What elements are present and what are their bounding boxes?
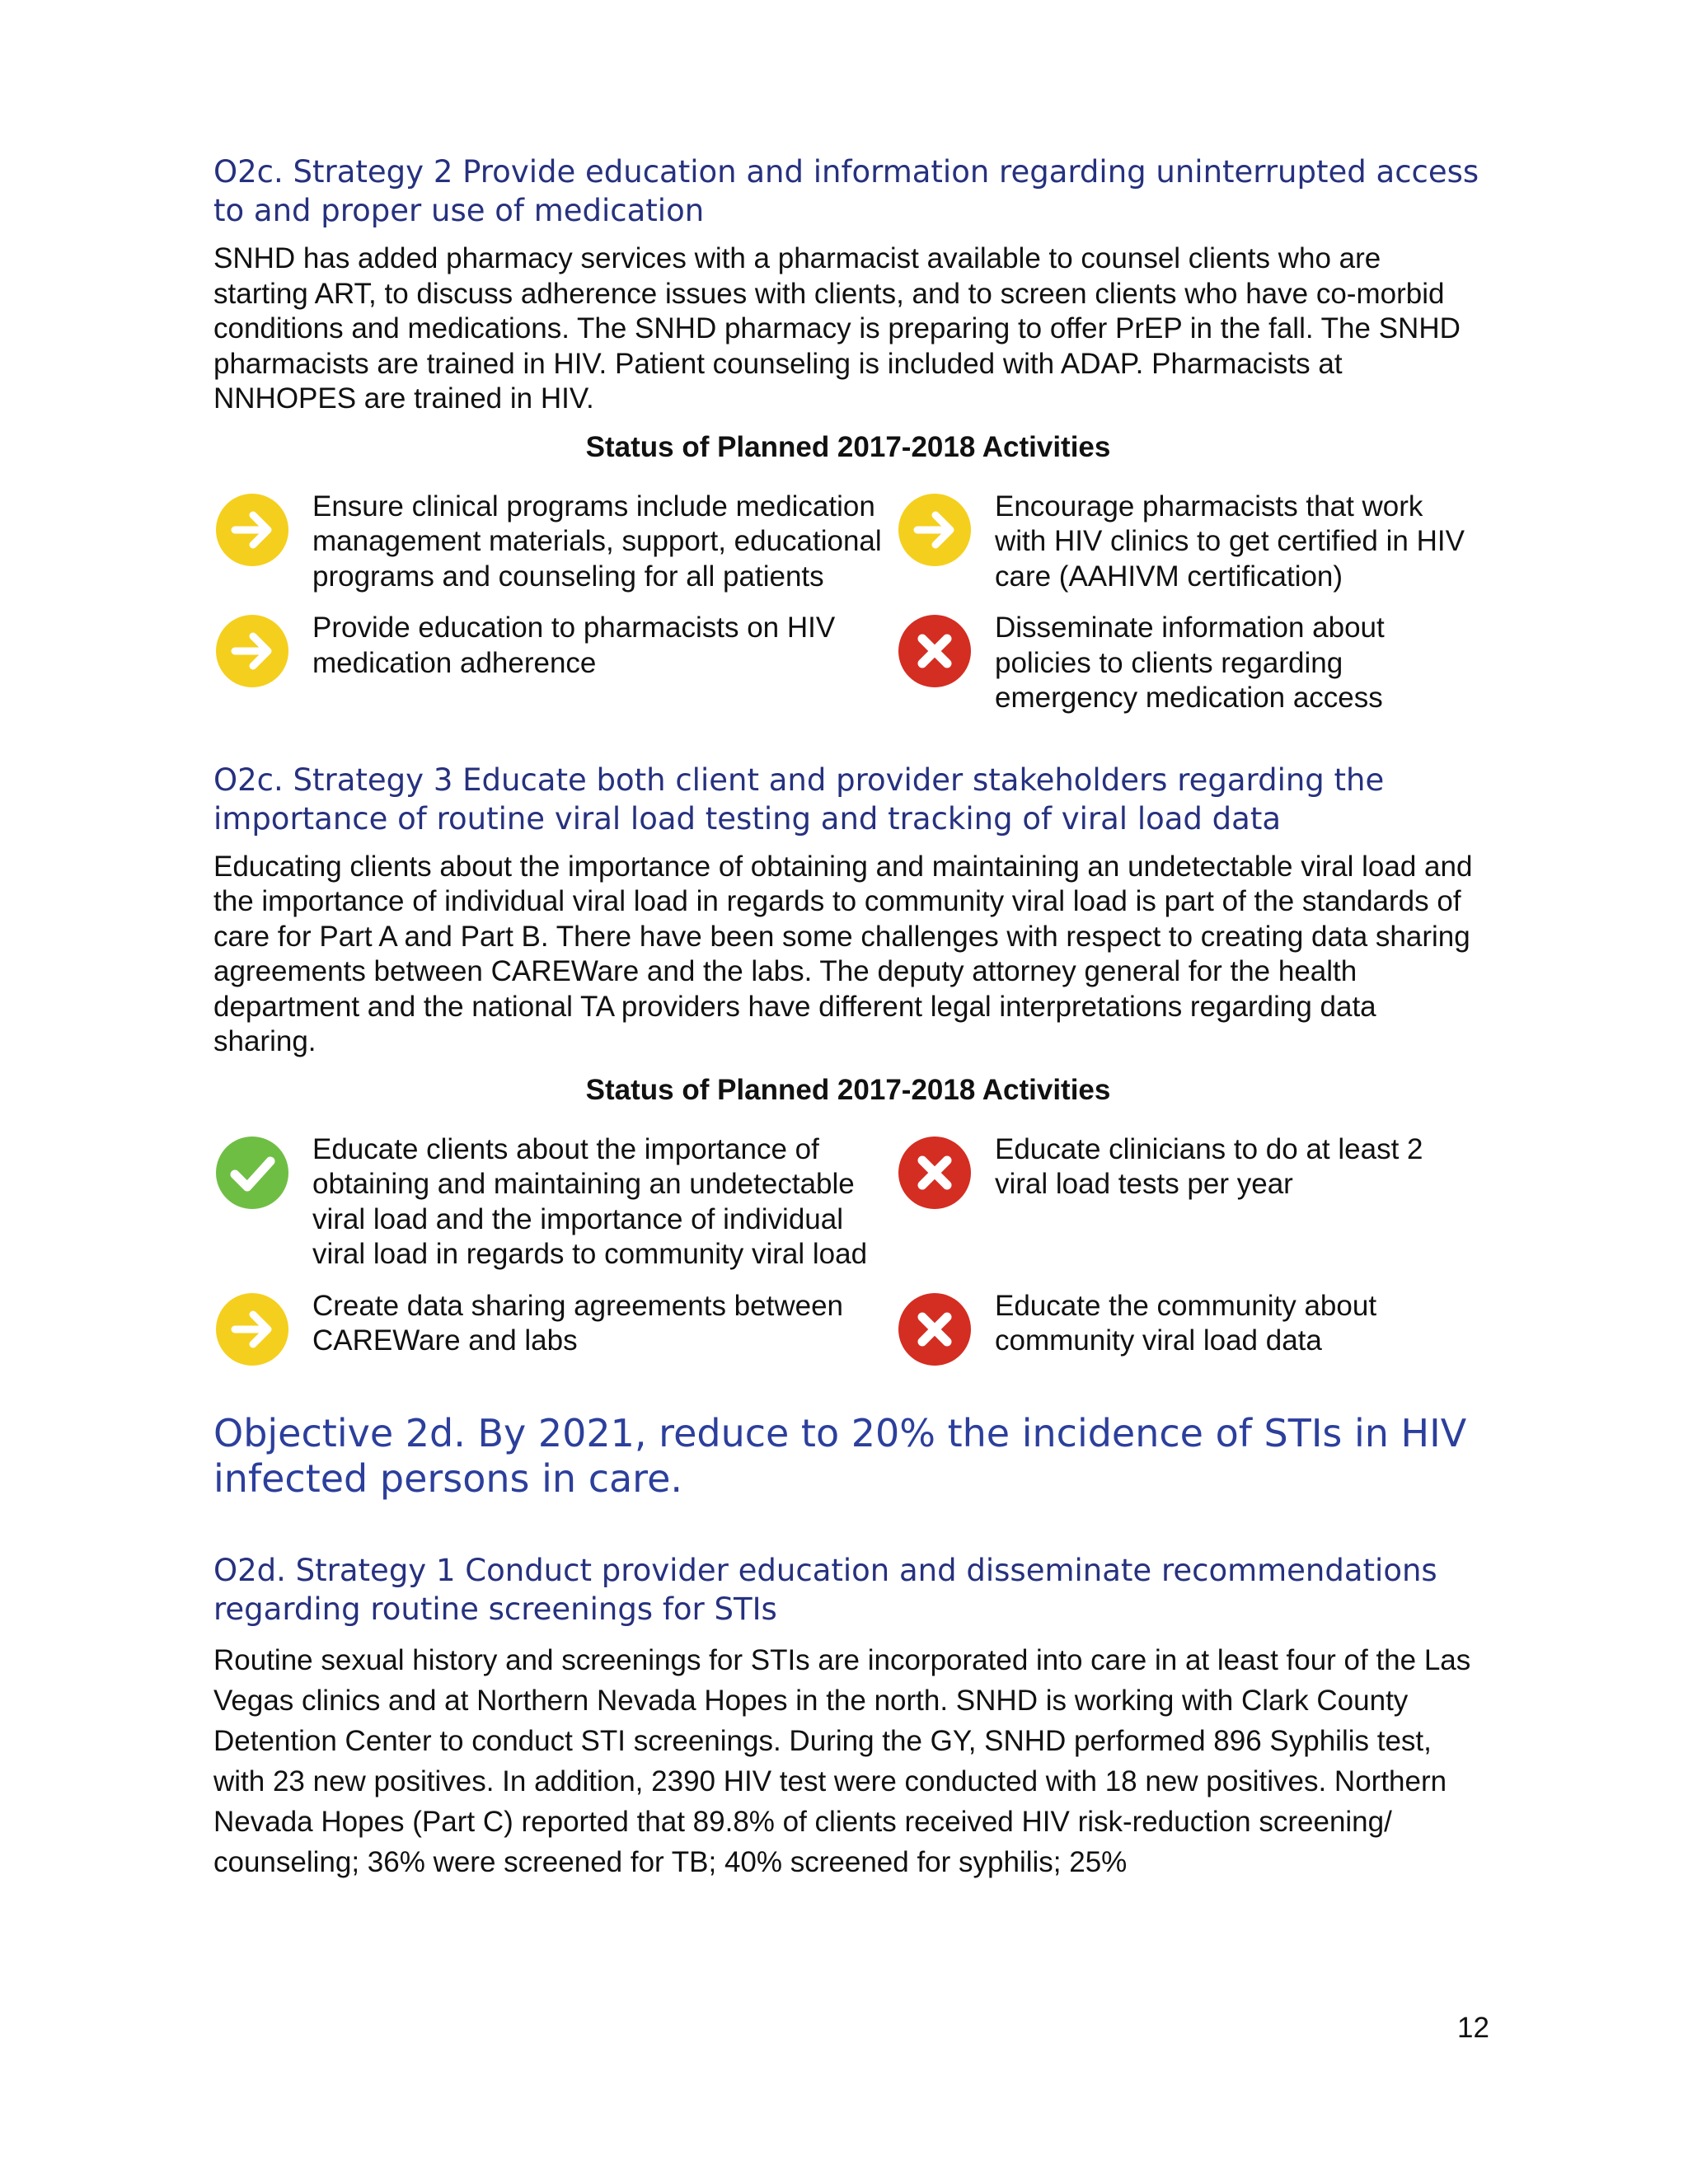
activity-text: Educate the community about community viral load data xyxy=(995,1289,1377,1357)
activity-text: Educate clients about the importance of obtaining and maintaining an undetectable viral load and the importance of individual viral load in regards to community viral load xyxy=(312,1132,868,1270)
activity-grid xyxy=(213,490,1483,716)
x-mark-icon xyxy=(898,1292,972,1366)
activity-item xyxy=(213,1289,896,1366)
activity-text: Educate clinicians to do at least 2 viral load tests per year xyxy=(995,1132,1423,1200)
activity-grid xyxy=(213,1132,1483,1366)
strategy-heading-line: to and proper use of medication xyxy=(213,193,705,228)
arrow-right-icon xyxy=(215,493,289,567)
strategy-heading-line: O2d. Strategy 1 Conduct provider education and disseminate recommendations xyxy=(213,1552,1437,1588)
strategy-body-text: Routine sexual history and screenings for STIs are incorporated into care in at least four of the Las Vegas clinics and at Northern Nevada Hopes in the north. SNHD is working with Clark County Detention Center to conduct STI screenings. During the GY, SNHD performed 896 Syphilis test, with 23 new positives. In addition, 2390 HIV test were conducted with 18 new positives. Northern Nevada Hopes (Part C) reported that 89.8% of clients received HIV risk-reduction screening/ counseling; 36% were screened for TB; 40% screened for syphilis; 25% xyxy=(213,1643,1471,1878)
strategy-heading-line: regarding routine screenings for STIs xyxy=(213,1591,777,1627)
x-mark-icon xyxy=(898,1136,972,1210)
strategy-heading xyxy=(213,152,1483,230)
arrow-right-icon xyxy=(215,614,289,688)
strategy-heading xyxy=(213,1551,1483,1629)
status-title: Status of Planned 2017-2018 Activities xyxy=(585,430,1111,463)
status-title: Status of Planned 2017-2018 Activities xyxy=(585,1073,1111,1106)
objective-heading-line: Objective 2d. By 2021, reduce to 20% the incidence of STIs in HIV xyxy=(213,1410,1467,1455)
page-content xyxy=(213,152,1483,1882)
page-number: 12 xyxy=(1457,2012,1489,2044)
strategy-3-section xyxy=(213,761,1483,1366)
activity-text: Ensure clinical programs include medication management materials, support, educational programs and counseling for all patients xyxy=(312,490,882,593)
strategy-heading xyxy=(213,761,1483,838)
arrow-right-icon xyxy=(898,493,972,567)
check-mark-icon xyxy=(215,1136,289,1210)
strategy-heading-line: O2c. Strategy 2 Provide education and information regarding uninterrupted access xyxy=(213,154,1479,190)
strategy-2-section xyxy=(213,152,1483,716)
activity-item xyxy=(896,1289,1473,1366)
strategy-heading-line: importance of routine viral load testing and tracking of viral load data xyxy=(213,800,1282,837)
x-mark-icon xyxy=(898,614,972,688)
strategy-body-text: Educating clients about the importance of obtaining and maintaining an undetectable viral load and the importance of individual viral load in regards to community viral load is part of the standards of care for Part A and Part B. There have been some challenges with respect to creating data sharing agreements between CAREWare and the labs. The deputy attorney general for the health department and the national TA providers have different legal interpretations regarding data sharing. xyxy=(213,850,1473,1057)
strategy-body-text: SNHD has added pharmacy services with a pharmacist available to counsel clients who are starting ART, to discuss adherence issues with clients, and to screen clients who have co-morbid conditions and medications. The SNHD pharmacy is preparing to offer PrEP in the fall. The SNHD pharmacists are trained in HIV. Patient counseling is included with ADAP. Pharmacists at NNHOPES are trained in HIV. xyxy=(213,242,1461,415)
activity-item xyxy=(896,490,1473,595)
strategy-2d-section xyxy=(213,1551,1483,1882)
activity-text: Encourage pharmacists that work with HIV clinics to get certified in HIV care (AAHIVM certification) xyxy=(995,490,1465,593)
arrow-right-icon xyxy=(215,1292,289,1366)
activity-item xyxy=(896,1132,1473,1272)
activity-item xyxy=(896,611,1473,716)
strategy-heading-line: O2c. Strategy 3 Educate both client and provider stakeholders regarding the xyxy=(213,762,1385,798)
objective-heading-line: infected persons in care. xyxy=(213,1455,683,1501)
objective-heading xyxy=(213,1411,1483,1502)
activity-text: Provide education to pharmacists on HIV medication adherence xyxy=(312,612,836,679)
activity-item xyxy=(213,1132,896,1272)
activity-text: Create data sharing agreements between CAREWare and labs xyxy=(312,1289,844,1357)
activity-text: Disseminate information about policies to clients regarding emergency medication access xyxy=(995,612,1385,714)
activity-item xyxy=(213,490,896,595)
activity-item xyxy=(213,611,896,716)
